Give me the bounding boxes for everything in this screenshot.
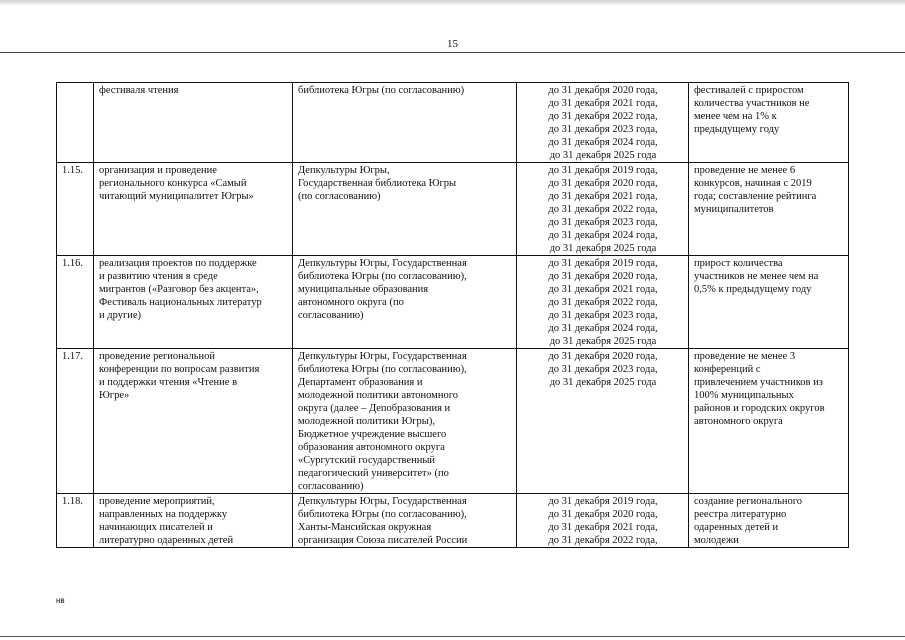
action-line: направленных на поддержку: [99, 509, 228, 520]
footer-mark: нв: [56, 596, 65, 605]
result-cell: [689, 349, 849, 494]
action-line: мигрантов («Разговор без акцента»,: [99, 284, 259, 295]
table-row: [57, 83, 849, 163]
result-line: конкурсов, начиная с 2019: [694, 178, 812, 189]
action-line: организация и проведение: [99, 165, 217, 176]
result-cell: [689, 163, 849, 256]
table-row: [57, 349, 849, 494]
action-line: и развитию чтения в среде: [99, 271, 218, 282]
action-line: и поддержки чтения «Чтение в: [99, 377, 238, 388]
scan-edge: [0, 0, 905, 6]
term-line: до 31 декабря 2020 года,: [548, 178, 658, 189]
action-line: Фестиваль национальных литератур: [99, 297, 262, 308]
responsible-cell: [293, 349, 517, 494]
table-row: [57, 163, 849, 256]
term-cell: [517, 163, 689, 256]
term-line: до 31 декабря 2025 года: [549, 150, 657, 161]
result-line: количества участников не: [694, 98, 810, 109]
action-line: фестиваля чтения: [99, 85, 179, 96]
responsible-line: Депкультуры Югры, Государственная: [298, 351, 467, 362]
result-line: конференций с: [694, 364, 761, 375]
term-line: до 31 декабря 2023 года,: [548, 364, 658, 375]
responsible-line: (по согласованию): [298, 191, 381, 202]
responsible-line: педагогический университет» (по: [298, 468, 449, 479]
term-line: до 31 декабря 2020 года,: [548, 509, 658, 520]
result-line: предыдущему году: [694, 124, 780, 135]
result-line: молодежи: [694, 535, 739, 546]
term-line: до 31 декабря 2022 года,: [548, 111, 658, 122]
header-rule: [0, 52, 905, 53]
term-line: до 31 декабря 2024 года,: [548, 137, 658, 148]
responsible-line: образования автономного округа: [298, 442, 445, 453]
term-line: до 31 декабря 2021 года,: [548, 522, 658, 533]
responsible-line: согласованию): [298, 310, 364, 321]
term-line: до 31 декабря 2025 года: [549, 377, 657, 388]
action-line: начинающих писателей и: [99, 522, 213, 533]
responsible-cell: [293, 256, 517, 349]
term-line: до 31 декабря 2019 года,: [548, 165, 658, 176]
term-line: до 31 декабря 2020 года,: [548, 271, 658, 282]
item-number-cell: 1.15.: [57, 163, 94, 256]
responsible-line: Департамент образования и: [298, 377, 423, 388]
item-number-cell: 1.16.: [57, 256, 94, 349]
term-line: до 31 декабря 2020 года,: [548, 85, 658, 96]
term-line: до 31 декабря 2024 года,: [548, 230, 658, 241]
item-number-cell: 1.17.: [57, 349, 94, 494]
action-cell: [94, 83, 293, 163]
action-line: проведение мероприятий,: [99, 496, 215, 507]
term-cell: [517, 83, 689, 163]
action-line: Югре»: [99, 390, 130, 401]
responsible-line: округа (далее – Депобразования и: [298, 403, 451, 414]
action-cell: [94, 494, 293, 548]
term-line: до 31 декабря 2021 года,: [548, 191, 658, 202]
responsible-line: Государственная библиотека Югры: [298, 178, 457, 189]
term-line: до 31 декабря 2024 года,: [548, 323, 658, 334]
term-line: до 31 декабря 2025 года: [549, 243, 657, 254]
responsible-cell: [293, 163, 517, 256]
table-row: [57, 256, 849, 349]
responsible-line: библиотека Югры (по согласованию),: [298, 364, 467, 375]
result-cell: [689, 494, 849, 548]
responsible-line: библиотека Югры (по согласованию),: [298, 271, 467, 282]
action-line: и другие): [99, 310, 142, 321]
plan-table-body: [57, 83, 849, 548]
responsible-line: согласованию): [298, 481, 364, 492]
term-line: до 31 декабря 2021 года,: [548, 284, 658, 295]
action-line: реализация проектов по поддержке: [99, 258, 257, 269]
page-number: 15: [447, 38, 458, 50]
responsible-line: «Сургутский государственный: [298, 455, 436, 466]
result-cell: [689, 83, 849, 163]
result-line: привлечением участников из: [694, 377, 823, 388]
result-line: создание регионального: [694, 496, 803, 507]
responsible-cell: [293, 83, 517, 163]
responsible-line: Депкультуры Югры, Государственная: [298, 496, 467, 507]
term-line: до 31 декабря 2022 года,: [548, 297, 658, 308]
term-line: до 31 декабря 2023 года,: [548, 124, 658, 135]
item-number-cell: 1.18.: [57, 494, 94, 548]
result-line: муниципалитетов: [694, 204, 774, 215]
action-line: конференции по вопросам развития: [99, 364, 260, 375]
item-number-cell: [57, 83, 94, 163]
action-line: литературно одаренных детей: [99, 535, 234, 546]
bottom-rule: [0, 636, 905, 637]
action-cell: [94, 256, 293, 349]
result-line: года; составление рейтинга: [694, 191, 817, 202]
term-line: до 31 декабря 2019 года,: [548, 258, 658, 269]
term-line: до 31 декабря 2022 года,: [548, 535, 658, 546]
result-line: проведение не менее 6: [694, 165, 796, 176]
term-line: до 31 декабря 2022 года,: [548, 204, 658, 215]
term-line: до 31 декабря 2025 года: [549, 336, 657, 347]
result-line: менее чем на 1% к: [694, 111, 777, 122]
result-line: автономного округа: [694, 416, 783, 427]
responsible-line: автономного округа (по: [298, 297, 404, 308]
responsible-line: молодежной политики Югры),: [298, 416, 435, 427]
result-line: районов и городских округов: [694, 403, 825, 414]
result-line: участников не менее чем на: [694, 271, 819, 282]
result-line: одаренных детей и: [694, 522, 779, 533]
action-line: регионального конкурса «Самый: [99, 178, 247, 189]
result-line: проведение не менее 3: [694, 351, 796, 362]
action-cell: [94, 163, 293, 256]
responsible-line: молодежной политики автономного: [298, 390, 458, 401]
term-cell: [517, 494, 689, 548]
responsible-line: Ханты-Мансийская окружная: [298, 522, 432, 533]
responsible-line: Бюджетное учреждение высшего: [298, 429, 447, 440]
result-line: прирост количества: [694, 258, 783, 269]
term-line: до 31 декабря 2020 года,: [548, 351, 658, 362]
result-cell: [689, 256, 849, 349]
result-line: реестра литературно: [694, 509, 787, 520]
action-line: проведение региональной: [99, 351, 216, 362]
term-line: до 31 декабря 2019 года,: [548, 496, 658, 507]
term-line: до 31 декабря 2023 года,: [548, 310, 658, 321]
term-line: до 31 декабря 2023 года,: [548, 217, 658, 228]
term-cell: [517, 349, 689, 494]
plan-table: [56, 82, 849, 548]
term-line: до 31 декабря 2021 года,: [548, 98, 658, 109]
table-row: [57, 494, 849, 548]
responsible-line: организация Союза писателей России: [298, 535, 468, 546]
responsible-line: муниципальные образования: [298, 284, 429, 295]
result-line: фестивалей с приростом: [694, 85, 804, 96]
responsible-line: библиотека Югры (по согласованию): [298, 85, 465, 96]
result-line: 0,5% к предыдущему году: [694, 284, 812, 295]
responsible-line: Депкультуры Югры, Государственная: [298, 258, 467, 269]
responsible-line: Депкультуры Югры,: [298, 165, 390, 176]
term-cell: [517, 256, 689, 349]
responsible-cell: [293, 494, 517, 548]
action-cell: [94, 349, 293, 494]
responsible-line: библиотека Югры (по согласованию),: [298, 509, 467, 520]
action-line: читающий муниципалитет Югры»: [99, 191, 254, 202]
result-line: 100% муниципальных: [694, 390, 794, 401]
